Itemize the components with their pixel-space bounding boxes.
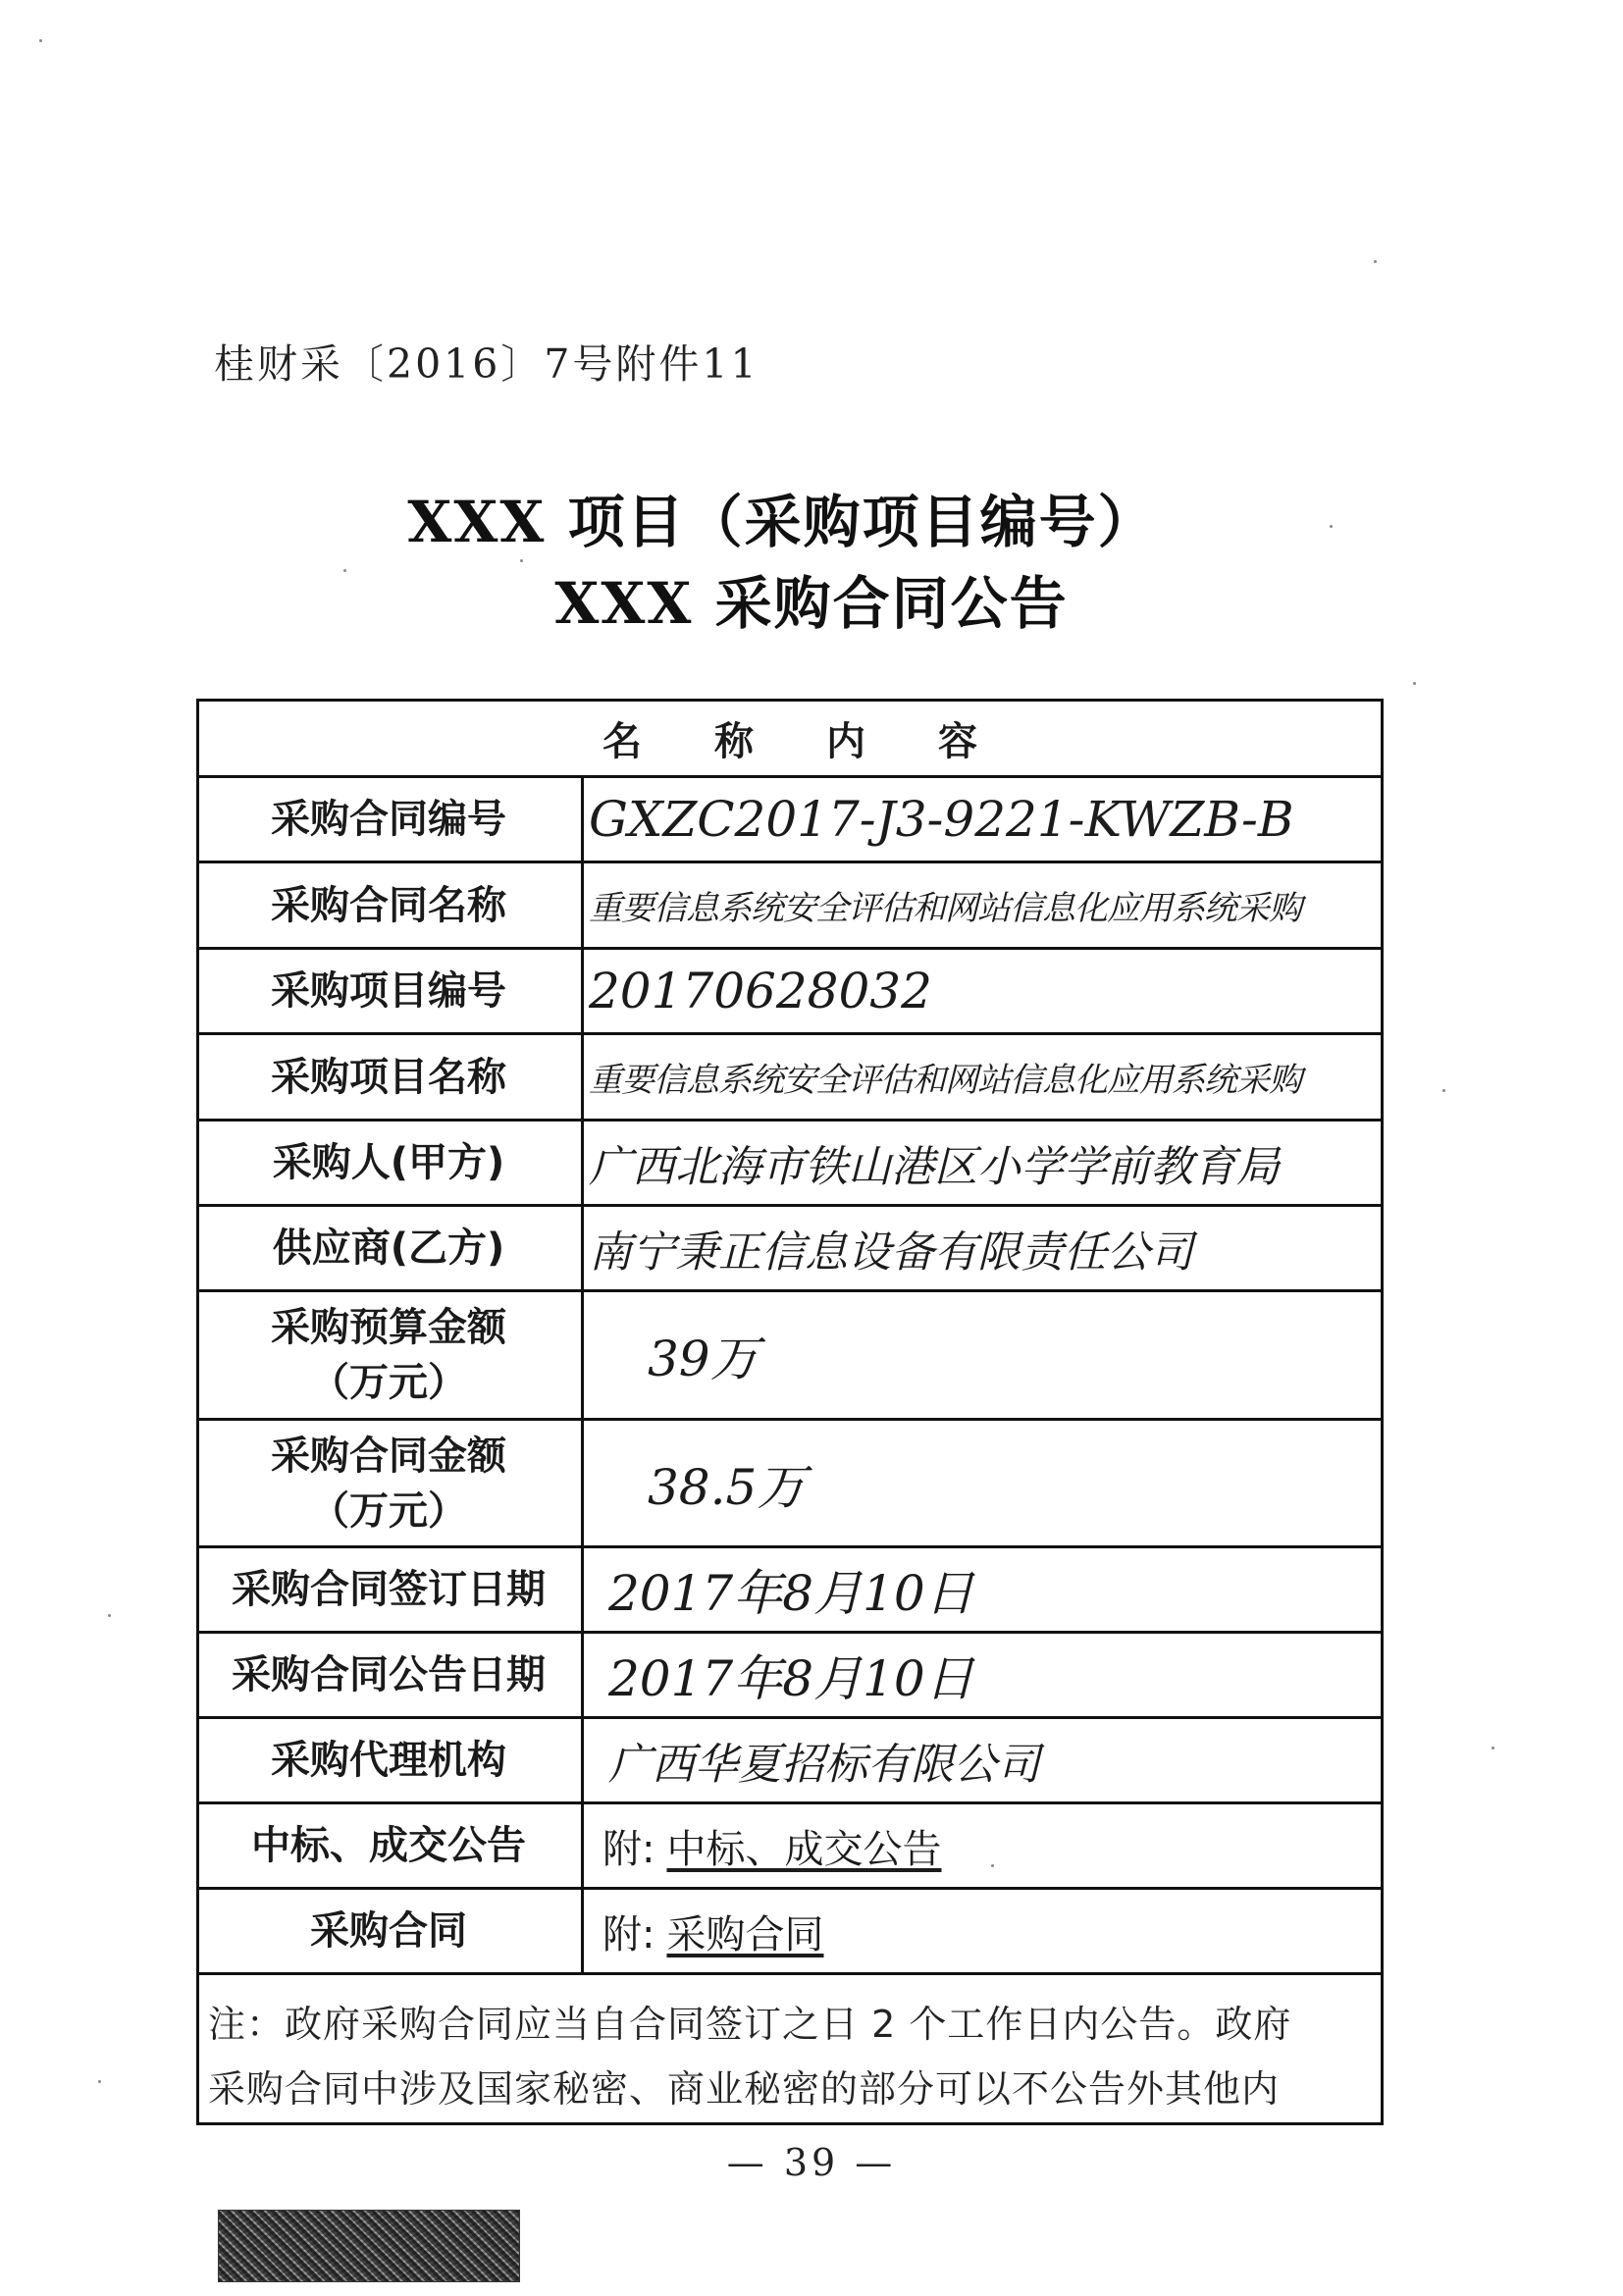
label-contract-amount [196,1421,581,1545]
scan-speck [39,39,42,42]
label-project-number: 采购项目编号 [271,968,506,1014]
table-footnote [208,1992,1372,2121]
value-project-name: 重要信息系统安全评估和网站信息化应用系统采购 [589,1061,1301,1100]
scan-speck [108,1614,111,1617]
label-contract-amount-line1: 采购合同金额 [271,1433,506,1479]
label-award-notice: 中标、成交公告 [251,1823,526,1868]
scan-speck [1442,1089,1445,1092]
table-column-header: 名称内容 [602,718,1050,764]
contract-link[interactable]: 采购合同 [666,1911,824,1957]
page-title: XXX 项目（采购项目编号） [407,489,1157,555]
contract-attachment [589,1890,1364,1972]
label-project-name: 采购项目名称 [271,1054,506,1100]
value-contract-number: GXZC2017-J3-9221-KWZB-B [589,791,1294,848]
scan-speck [98,2080,101,2083]
document-reference: 桂财采〔2016〕7号附件11 [214,340,759,388]
value-announcement-date: 2017年8月10日 [608,1650,974,1707]
contract-announcement-table [196,699,1384,2125]
attachment-prefix: 附: [602,1911,655,1957]
label-contract-number: 采购合同编号 [271,797,506,842]
value-contract-name: 重要信息系统安全评估和网站信息化应用系统采购 [589,889,1301,928]
label-contract-name: 采购合同名称 [271,882,506,928]
award-notice-attachment [589,1804,1364,1887]
value-agency: 广西华夏招标有限公司 [608,1740,1040,1790]
label-contract: 采购合同 [310,1908,467,1954]
scan-speck [1374,260,1377,263]
value-signing-date: 2017年8月10日 [608,1565,974,1622]
page-subtitle: XXX 采购合同公告 [554,570,1069,637]
value-purchaser: 广西北海市铁山港区小学学前教育局 [589,1142,1280,1192]
label-budget-amount [196,1292,581,1418]
scan-speck [1413,682,1416,685]
row-divider [196,1972,1384,1975]
page-number: — 39 — [726,2141,897,2184]
scan-speck [1492,1747,1494,1749]
label-contract-amount-line2: （万元） [310,1487,467,1534]
value-project-number: 20170628032 [589,963,932,1019]
value-supplier: 南宁秉正信息设备有限责任公司 [589,1227,1193,1278]
label-signing-date: 采购合同签订日期 [232,1567,546,1612]
value-contract-amount: 38.5万 [648,1458,807,1516]
footnote-line-1: 注：政府采购合同应当自合同签订之日 2 个工作日内公告。政府 [208,2003,1292,2046]
column-divider [581,775,584,1974]
label-announcement-date: 采购合同公告日期 [232,1652,546,1697]
value-budget-amount: 39万 [648,1331,759,1387]
label-budget-amount-line1: 采购预算金额 [271,1305,506,1350]
label-budget-amount-line2: （万元） [310,1360,467,1405]
attachment-prefix: 附: [602,1826,655,1872]
label-supplier: 供应商(乙方) [272,1226,505,1271]
label-agency: 采购代理机构 [271,1738,506,1783]
label-purchaser: 采购人(甲方) [272,1140,505,1185]
footnote-line-2: 采购合同中涉及国家秘密、商业秘密的部分可以不公告外其他内 [208,2067,1281,2111]
redacted-stamp [218,2210,520,2282]
award-notice-link[interactable]: 中标、成交公告 [666,1826,942,1872]
